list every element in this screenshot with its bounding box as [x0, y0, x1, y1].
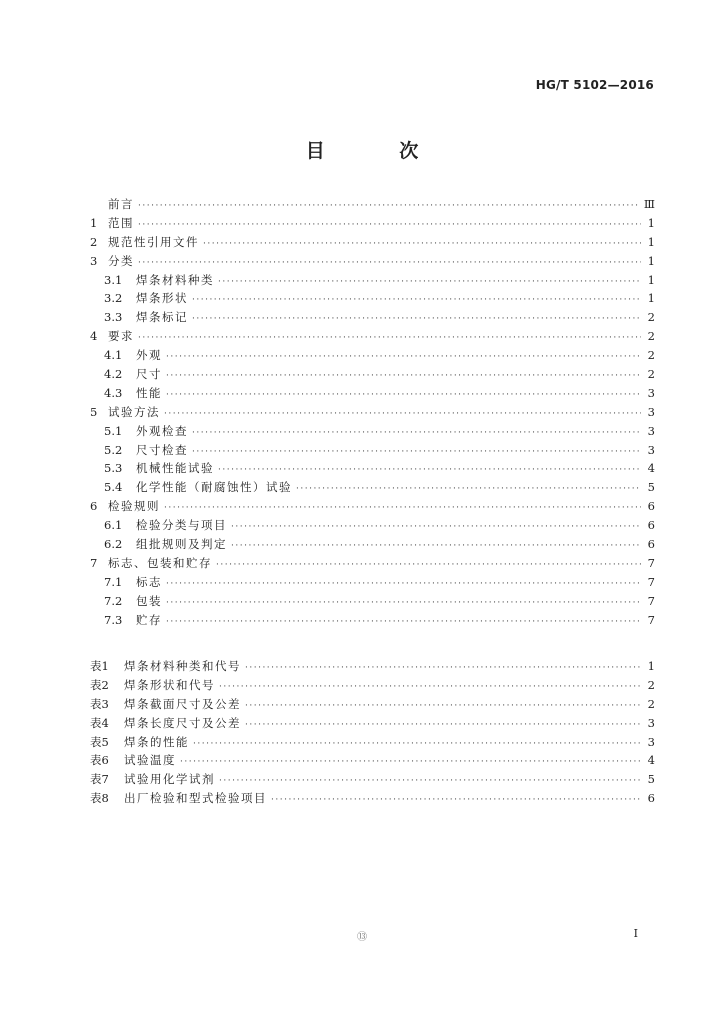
dot-leader: [245, 716, 641, 735]
entry-page: 6: [647, 518, 655, 533]
dot-leader: [166, 575, 641, 594]
entry-page: 6: [647, 537, 655, 552]
entry-page: Ⅲ: [643, 197, 655, 211]
entry-page: 6: [647, 791, 655, 806]
entry-number: 表5: [90, 734, 109, 749]
entry-number: 5.1: [104, 423, 123, 438]
dot-leader: [231, 518, 641, 537]
toc-entry[interactable]: [90, 478, 655, 497]
toc-entry[interactable]: [90, 384, 655, 403]
dot-leader: [193, 735, 641, 754]
entry-page: 1: [647, 291, 655, 306]
dot-leader: [138, 329, 641, 348]
entry-label: 出厂检验和型式检验项目: [124, 791, 267, 806]
entry-label: 检验分类与项目: [136, 518, 227, 533]
entry-page: 2: [647, 329, 655, 344]
entry-number: 4: [90, 329, 98, 344]
entry-page: 2: [647, 348, 655, 363]
toc-entry[interactable]: [90, 289, 655, 308]
entry-page: 3: [647, 423, 655, 438]
entry-page: 2: [647, 367, 655, 382]
entry-number: 3: [90, 253, 98, 268]
dot-leader: [271, 791, 641, 810]
entry-number: 表3: [90, 696, 109, 711]
entry-page: 1: [647, 234, 655, 249]
entry-page: 7: [647, 593, 655, 608]
entry-number: 6: [90, 499, 98, 514]
entry-number: 表4: [90, 715, 109, 730]
entry-number: 4.1: [104, 348, 123, 363]
toc-entry[interactable]: [90, 535, 655, 554]
dot-leader: [218, 273, 641, 292]
entry-label: 机械性能试验: [136, 461, 214, 476]
entry-label: 前言: [108, 197, 134, 211]
toc-entry[interactable]: [90, 441, 655, 460]
entry-page: 2: [647, 310, 655, 325]
entry-page: 1: [647, 215, 655, 230]
toc-entry[interactable]: [90, 233, 655, 252]
table-entry[interactable]: [90, 733, 655, 752]
dot-leader: [219, 678, 641, 697]
entry-number: 表8: [90, 791, 109, 806]
entry-label: 尺寸: [136, 367, 162, 382]
entry-number: 2: [90, 234, 98, 249]
dot-leader: [216, 556, 641, 575]
entry-label: 焊条标记: [136, 310, 188, 325]
entry-label: 外观: [136, 348, 162, 363]
dot-leader: [138, 197, 640, 216]
entry-label: 试验温度: [124, 753, 176, 768]
entry-number: 7.3: [104, 612, 123, 627]
dot-leader: [231, 537, 641, 556]
toc-entry[interactable]: [90, 516, 655, 535]
table-entry[interactable]: [90, 714, 655, 733]
dot-leader: [166, 594, 641, 613]
entry-label: 焊条长度尺寸及公差: [124, 715, 241, 730]
entry-number: 4.3: [104, 385, 123, 400]
entry-page: 3: [647, 404, 655, 419]
entry-number: 3.3: [104, 310, 123, 325]
entry-page: 1: [647, 253, 655, 268]
toc-entry[interactable]: [90, 592, 655, 611]
entry-label: 焊条材料种类: [136, 272, 214, 287]
entry-label: 焊条形状: [136, 291, 188, 306]
entry-page: 7: [647, 612, 655, 627]
toc-entry[interactable]: [90, 346, 655, 365]
toc-entry[interactable]: [90, 403, 655, 422]
dot-leader: [192, 310, 641, 329]
entry-number: 4.2: [104, 367, 123, 382]
table-entry[interactable]: [90, 657, 655, 676]
entry-label: 规范性引用文件: [108, 234, 199, 249]
entry-label: 分类: [108, 253, 134, 268]
entry-number: 表1: [90, 659, 109, 673]
toc-entry[interactable]: [90, 308, 655, 327]
entry-number: 表7: [90, 772, 109, 787]
entry-number: 3.1: [104, 272, 123, 287]
dot-leader: [245, 659, 641, 678]
entry-label: 焊条材料种类和代号: [124, 659, 241, 673]
dot-leader: [164, 499, 641, 518]
entry-label: 试验用化学试剂: [124, 772, 215, 787]
table-entry[interactable]: [90, 695, 655, 714]
entry-number: 5: [90, 404, 98, 419]
toc-entry[interactable]: [90, 214, 655, 233]
entry-page: 6: [647, 499, 655, 514]
toc-entry[interactable]: [90, 327, 655, 346]
entry-page: 7: [647, 574, 655, 589]
entry-page: 2: [647, 696, 655, 711]
entry-label: 标志、包装和贮存: [108, 555, 212, 570]
entry-number: 表6: [90, 753, 109, 768]
dot-leader: [138, 216, 641, 235]
dot-leader: [192, 424, 641, 443]
entry-page: 1: [647, 659, 655, 673]
entry-page: 2: [647, 677, 655, 692]
dot-leader: [203, 235, 641, 254]
dot-leader: [166, 613, 641, 632]
toc-entry[interactable]: [90, 573, 655, 592]
dot-leader: [164, 405, 641, 424]
toc-entry[interactable]: [90, 422, 655, 441]
entry-number: 6.1: [104, 518, 123, 533]
entry-label: 性能: [136, 385, 162, 400]
entry-number: 5.2: [104, 442, 123, 457]
entry-page: 3: [647, 734, 655, 749]
entry-label: 尺寸检查: [136, 442, 188, 457]
dot-leader: [166, 367, 641, 386]
entry-number: 7.1: [104, 574, 123, 589]
entry-label: 包装: [136, 593, 162, 608]
entry-label: 组批规则及判定: [136, 537, 227, 552]
entry-number: 6.2: [104, 537, 123, 552]
dot-leader: [180, 753, 641, 772]
entry-label: 外观检查: [136, 423, 188, 438]
toc-entry[interactable]: [90, 497, 655, 516]
table-entry[interactable]: [90, 770, 655, 789]
page-title: 目 次: [305, 140, 453, 162]
entry-label: 试验方法: [108, 404, 160, 419]
entry-label: 要求: [108, 329, 134, 344]
list-of-tables: [90, 657, 655, 808]
entry-number: 7: [90, 555, 98, 570]
dot-leader: [192, 443, 641, 462]
entry-label: 检验规则: [108, 499, 160, 514]
dot-leader: [219, 772, 641, 791]
dot-leader: [166, 348, 641, 367]
entry-label: 焊条形状和代号: [124, 677, 215, 692]
table-entry[interactable]: [90, 789, 655, 808]
table-entry[interactable]: [90, 751, 655, 770]
dot-leader: [245, 697, 641, 716]
entry-page: 3: [647, 385, 655, 400]
toc-entry[interactable]: [90, 365, 655, 384]
toc-entry[interactable]: [90, 554, 655, 573]
entry-label: 范围: [108, 215, 134, 230]
table-entry[interactable]: [90, 676, 655, 695]
toc-entry[interactable]: [90, 611, 655, 630]
entry-number: 5.3: [104, 461, 123, 476]
entry-number: 1: [90, 215, 98, 230]
table-of-contents: [90, 195, 655, 629]
entry-number: 表2: [90, 677, 109, 692]
dot-leader: [296, 480, 641, 499]
page-number: I: [633, 927, 638, 940]
entry-label: 贮存: [136, 612, 162, 627]
standard-code: HG/T 5102—2016: [535, 78, 654, 92]
entry-page: 4: [647, 461, 655, 476]
toc-entry[interactable]: [90, 252, 655, 271]
entry-label: 标志: [136, 574, 162, 589]
entry-page: 5: [647, 480, 655, 495]
entry-label: 焊条截面尺寸及公差: [124, 696, 241, 711]
entry-number: 5.4: [104, 480, 123, 495]
entry-page: 7: [647, 555, 655, 570]
entry-label: 焊条的性能: [124, 734, 189, 749]
entry-page: 4: [647, 753, 655, 768]
entry-page: 3: [647, 442, 655, 457]
dot-leader: [192, 291, 641, 310]
entry-page: 5: [647, 772, 655, 787]
entry-label: 化学性能（耐腐蚀性）试验: [136, 480, 292, 495]
entry-number: 3.2: [104, 291, 123, 306]
entry-number: 7.2: [104, 593, 123, 608]
entry-page: 3: [647, 715, 655, 730]
toc-entry[interactable]: [90, 271, 655, 290]
dot-leader: [166, 386, 641, 405]
entry-page: 1: [647, 272, 655, 287]
toc-entry[interactable]: [90, 195, 655, 214]
footer-mark: ⑬: [357, 932, 367, 943]
toc-entry[interactable]: [90, 459, 655, 478]
